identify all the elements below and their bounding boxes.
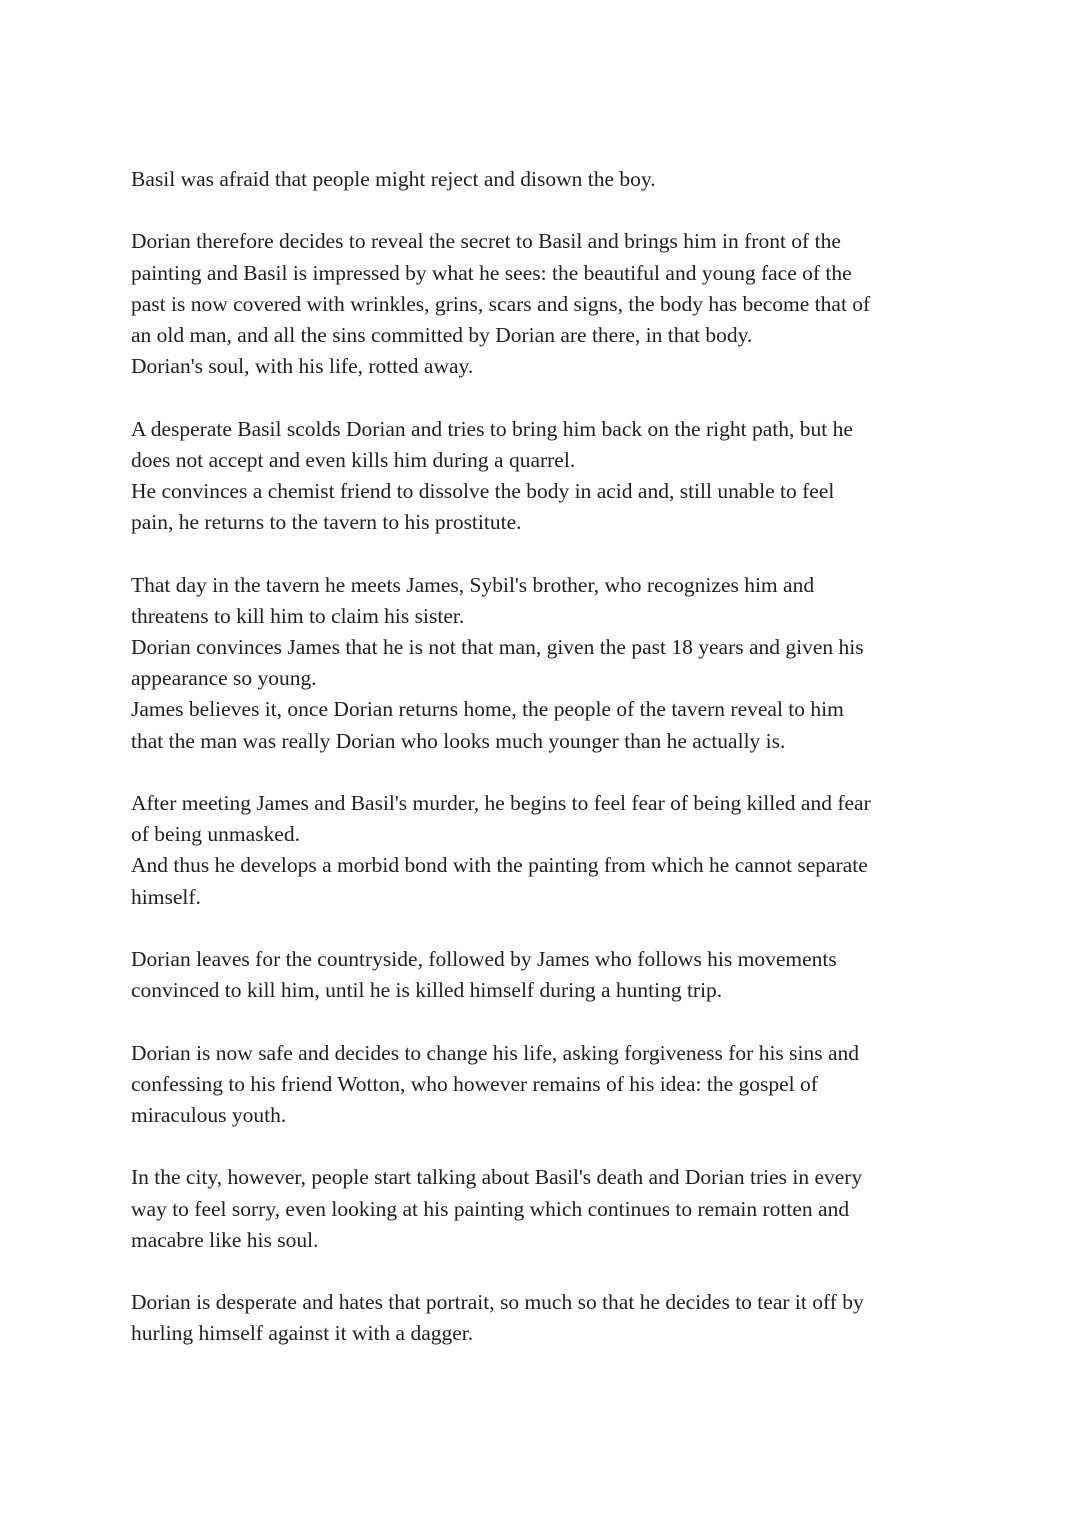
text-line: confessing to his friend Wotton, who however remains of his idea: the gospel of xyxy=(131,1071,818,1096)
paragraph-5 xyxy=(131,788,961,913)
text-line: In the city, however, people start talking about Basil's death and Dorian tries in every xyxy=(131,1165,863,1190)
text-line: And thus he develops a morbid bond with the painting from which he cannot separate xyxy=(131,853,868,878)
text-line: that the man was really Dorian who looks much younger than he actually is. xyxy=(131,728,786,753)
paragraph-3 xyxy=(131,414,961,539)
text-line: of being unmasked. xyxy=(131,822,300,847)
text-line: A desperate Basil scolds Dorian and tries to bring him back on the right path, but he xyxy=(131,416,853,441)
paragraph-1 xyxy=(131,164,961,195)
text-line: pain, he returns to the tavern to his prostitute. xyxy=(131,510,522,535)
text-line: James believes it, once Dorian returns home, the people of the tavern reveal to him xyxy=(131,697,844,722)
text-line: Dorian is now safe and decides to change his life, asking forgiveness for his sins and xyxy=(131,1040,860,1065)
text-line: Dorian leaves for the countryside, followed by James who follows his movements xyxy=(131,947,837,971)
text-line: way to feel sorry, even looking at his painting which continues to remain rotten and xyxy=(131,1196,850,1221)
paragraph-4 xyxy=(131,570,961,757)
text-line: Dorian therefore decides to reveal the secret to Basil and brings him in front of the xyxy=(131,229,841,254)
paragraph-8 xyxy=(131,1162,961,1256)
text-line: Dorian's soul, with his life, rotted away. xyxy=(131,354,474,379)
paragraph-2 xyxy=(131,226,961,382)
text-line: himself. xyxy=(131,884,201,909)
text-line: appearance so young. xyxy=(131,666,317,691)
text-line: miraculous youth. xyxy=(131,1103,287,1127)
text-line: macabre like his soul. xyxy=(131,1227,319,1252)
text-line: does not accept and even kills him during a quarrel. xyxy=(131,447,576,472)
text-line: After meeting James and Basil's murder, he begins to feel fear of being killed and fear xyxy=(131,791,871,815)
paragraph-7 xyxy=(131,1038,961,1132)
text-line: threatens to kill him to claim his sister. xyxy=(131,603,465,628)
paragraph-9 xyxy=(131,1287,961,1349)
text-line: He convinces a chemist friend to dissolve the body in acid and, still unable to feel xyxy=(131,479,835,503)
text-line: Basil was afraid that people might reject and disown the boy. xyxy=(131,167,656,191)
text-line: an old man, and all the sins committed by Dorian are there, in that body. xyxy=(131,323,753,347)
document-body xyxy=(131,164,961,1381)
paragraph-6 xyxy=(131,944,961,1006)
text-line: painting and Basil is impressed by what he sees: the beautiful and young face of the xyxy=(131,260,852,285)
text-line: convinced to kill him, until he is killed himself during a hunting trip. xyxy=(131,978,723,1003)
text-line: That day in the tavern he meets James, Sybil's brother, who recognizes him and xyxy=(131,572,815,597)
text-line: hurling himself against it with a dagger. xyxy=(131,1321,474,1346)
text-line: past is now covered with wrinkles, grins, scars and signs, the body has become that of xyxy=(131,291,871,316)
text-line: Dorian is desperate and hates that portrait, so much so that he decides to tear it off by xyxy=(131,1290,864,1315)
text-line: Dorian convinces James that he is not that man, given the past 18 years and given his xyxy=(131,635,864,659)
